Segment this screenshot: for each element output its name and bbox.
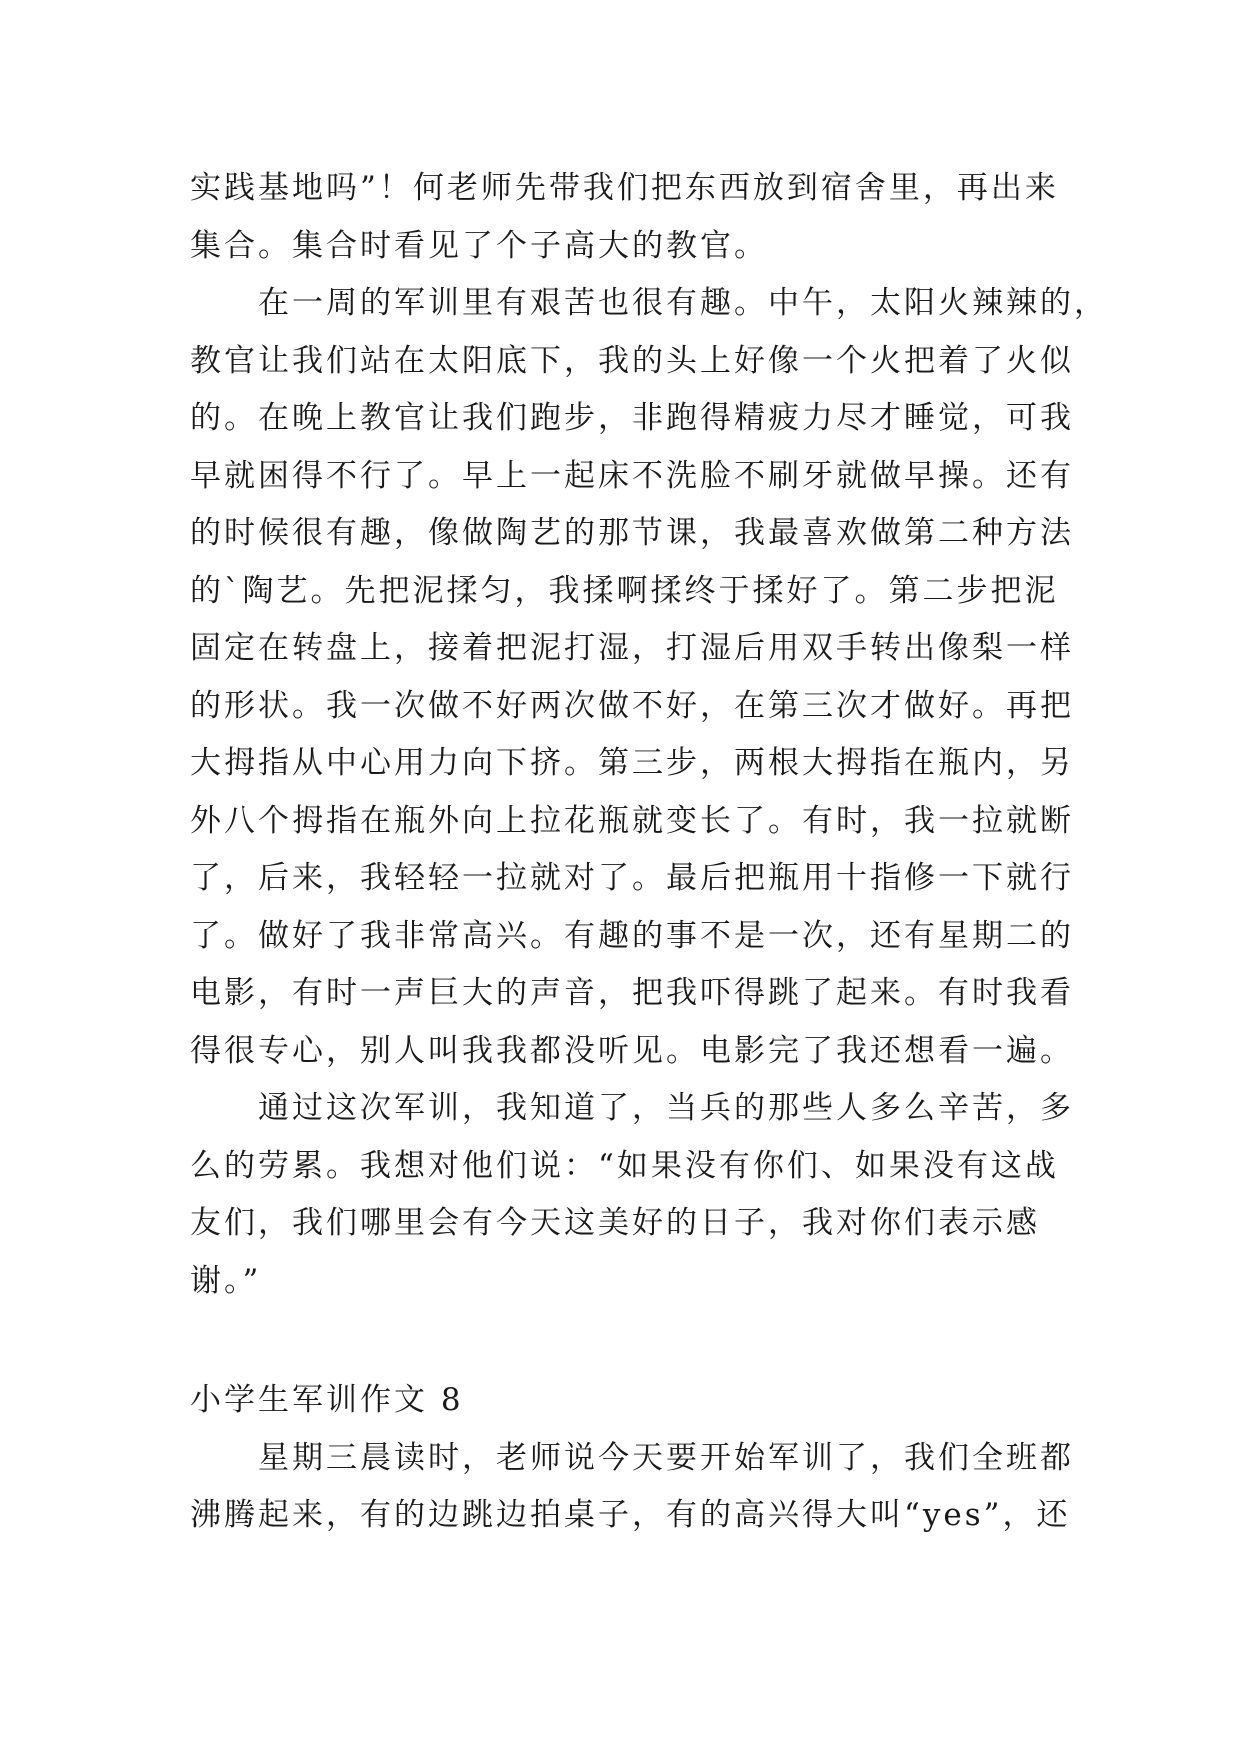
text-line: 通过这次军训，我知道了，当兵的那些人多么辛苦，多 xyxy=(258,1090,1074,1126)
section-heading: 小学生军训作文 8 xyxy=(190,1382,464,1418)
text-line: 固定在转盘上，接着把泥打湿，打湿后用双手转出像梨一样 xyxy=(190,630,1074,666)
text-line: 大拇指从中心用力向下挤。第三步，两根大拇指在瓶内，另 xyxy=(190,745,1074,781)
text-line: 谢。” xyxy=(190,1262,262,1299)
text-line: 了，后来，我轻轻一拉就对了。最后把瓶用十指修一下就行 xyxy=(190,860,1074,896)
text-line: 的。在晚上教官让我们跑步，非跑得精疲力尽才睡觉，可我 xyxy=(190,400,1074,436)
text-line: 星期三晨读时，老师说今天要开始军训了，我们全班都 xyxy=(258,1439,1074,1476)
text-line: 的`陶艺。先把泥揉匀，我揉啊揉终于揉好了。第二步把泥 xyxy=(190,572,1059,609)
text-line: 沸腾起来，有的边跳边拍桌子，有的高兴得大叫“yes”，还 xyxy=(190,1497,1071,1533)
text-line: 实践基地吗”！何老师先带我们把东西放到宿舍里，再出来 xyxy=(190,170,1059,206)
text-line: 友们，我们哪里会有今天这美好的日子，我对你们表示感 xyxy=(190,1205,1040,1241)
document-page xyxy=(190,160,1108,1545)
text-line: 集合。集合时看见了个子高大的教官。 xyxy=(190,227,768,264)
text-line: 得很专心，别人叫我我都没听见。电影完了我还想看一遍。 xyxy=(190,1032,1074,1069)
paragraph-2 xyxy=(190,275,1108,1080)
text-line: 电影，有时一声巨大的声音，把我吓得跳了起来。有时我看 xyxy=(190,975,1074,1011)
paragraph-1 xyxy=(190,160,1059,275)
text-line: 早就困得不行了。早上一起床不洗脸不刷牙就做早操。还有 xyxy=(190,457,1074,494)
text-line: 的形状。我一次做不好两次做不好，在第三次才做好。再把 xyxy=(190,687,1074,724)
section-gap xyxy=(190,1310,1050,1372)
paragraph-4 xyxy=(190,1430,1074,1545)
text-line: 了。做好了我非常高兴。有趣的事不是一次，还有星期二的 xyxy=(190,917,1074,954)
paragraph-3 xyxy=(190,1080,1074,1310)
text-line: 的时候很有趣，像做陶艺的那节课，我最喜欢做第二种方法 xyxy=(190,515,1074,551)
text-line: 外八个拇指在瓶外向上拉花瓶就变长了。有时，我一拉就断 xyxy=(190,802,1074,839)
text-line: 么的劳累。我想对他们说：“如果没有你们、如果没有这战 xyxy=(190,1147,1059,1184)
text-line: 教官让我们站在太阳底下，我的头上好像一个火把着了火似 xyxy=(190,342,1074,379)
text-line: 在一周的军训里有艰苦也很有趣。中午，太阳火辣辣的， xyxy=(258,285,1108,321)
